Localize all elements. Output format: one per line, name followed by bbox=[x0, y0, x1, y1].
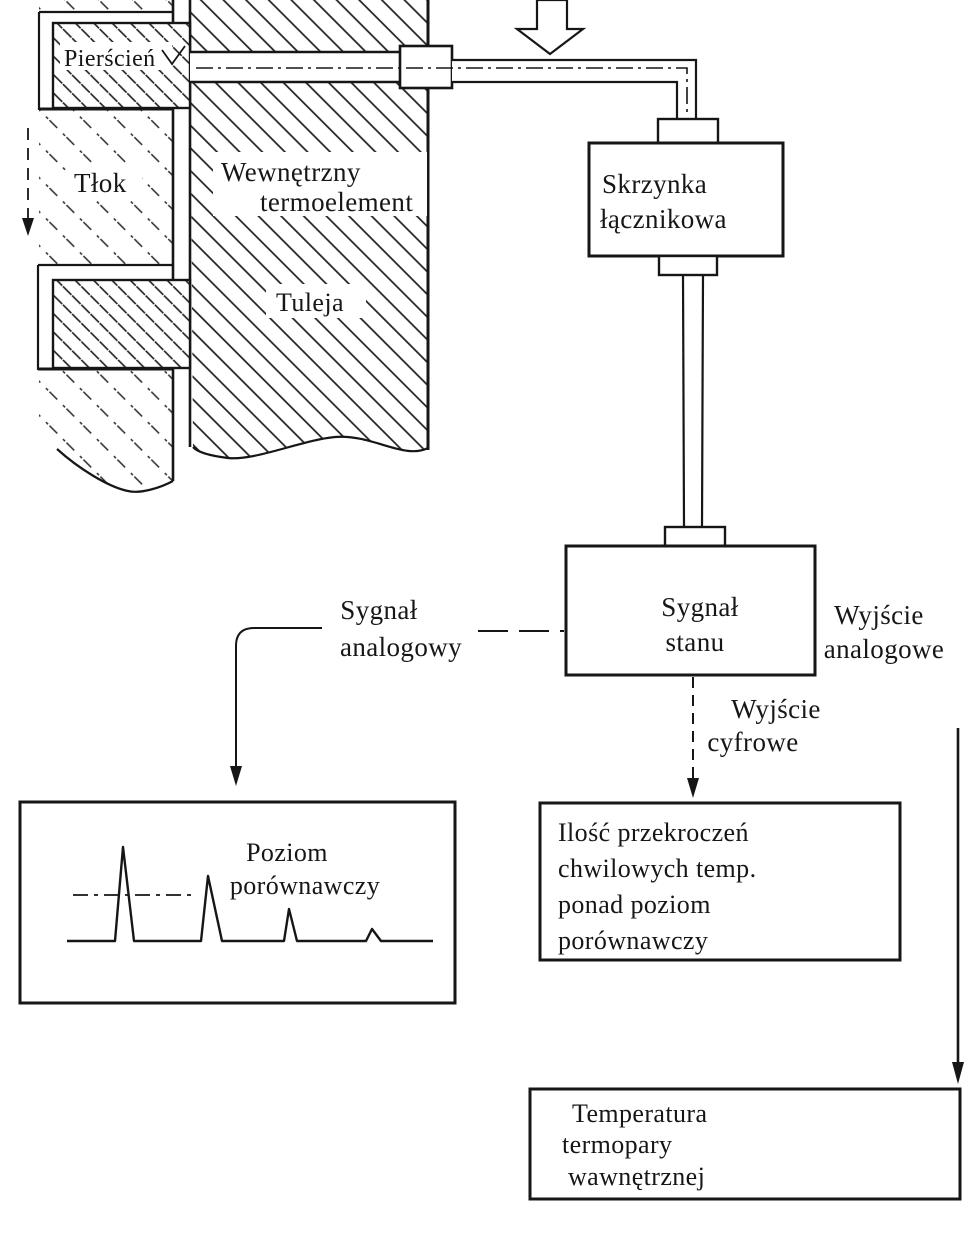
tube-thick-white bbox=[190, 52, 400, 82]
reference-plot-title-line1: Poziom bbox=[246, 838, 328, 867]
temperature-line1: Temperatura bbox=[572, 1099, 708, 1128]
temperature-line2: termopary bbox=[562, 1130, 673, 1159]
analog-output-arrowhead bbox=[952, 1062, 964, 1084]
ring-label: Pierścień bbox=[64, 46, 156, 72]
analog-signal-label-line1: Sygnał bbox=[340, 595, 418, 625]
digital-output-label-line2: cyfrowe bbox=[707, 727, 799, 757]
cable-left-line bbox=[683, 275, 684, 527]
analog-curve-line bbox=[236, 628, 322, 768]
exceed-count-line1: Ilość przekroczeń bbox=[558, 818, 749, 847]
status-box-label-line2: stanu bbox=[665, 627, 725, 657]
status-box-top-connector bbox=[665, 527, 725, 546]
piston-label: Tłok bbox=[74, 168, 127, 198]
junction-box-top-connector bbox=[658, 119, 718, 143]
piston-crown-hatch bbox=[39, 0, 173, 12]
sleeve-label: Tuleja bbox=[276, 288, 344, 317]
analog-signal-label-line2: analogowy bbox=[339, 632, 463, 662]
analog-output-label-line2: analogowe bbox=[823, 634, 945, 664]
cable-right-line bbox=[702, 275, 703, 527]
tube-thin-inner-line bbox=[452, 82, 677, 119]
digital-arrowhead bbox=[687, 778, 699, 798]
exceed-count-line2: chwilowych temp. bbox=[558, 854, 757, 883]
temperature-line3: wawnętrznej bbox=[568, 1162, 706, 1191]
tube-coupling-block bbox=[400, 46, 452, 88]
junction-box-label-line2: łącznikowa bbox=[600, 204, 727, 234]
down-arrow-icon bbox=[517, 0, 583, 54]
thermocouple-label-line2: termoelement bbox=[260, 187, 414, 217]
reference-plot-box bbox=[20, 802, 455, 1003]
thermocouple-label-line1: Wewnętrzny bbox=[221, 157, 361, 187]
piston-motion-arrowhead bbox=[22, 218, 34, 236]
digital-output-label-line1: Wyjście bbox=[731, 694, 821, 724]
junction-box-bottom-connector bbox=[659, 256, 717, 275]
analog-output-label-line1: Wyjście bbox=[834, 600, 924, 630]
reference-plot-title-line2: porównawczy bbox=[229, 871, 381, 900]
analog-curve-arrowhead bbox=[230, 766, 242, 786]
exceed-count-line4: porównawczy bbox=[558, 926, 709, 955]
ring2 bbox=[53, 280, 190, 368]
status-box-label-line1: Sygnał bbox=[661, 592, 739, 622]
exceed-count-line3: ponad poziom bbox=[558, 890, 711, 919]
junction-box-label-line1: Skrzynka bbox=[602, 169, 708, 199]
junction-box bbox=[589, 143, 783, 256]
piston-lower-hatch bbox=[39, 370, 173, 492]
